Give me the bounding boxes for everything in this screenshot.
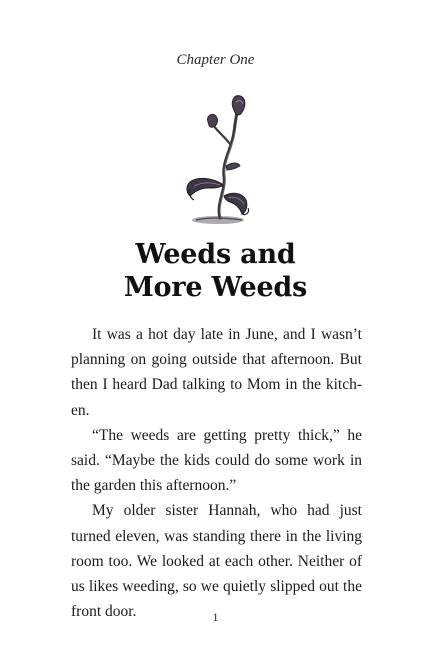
text-line: turned eleven, was standing there in the living	[71, 527, 362, 545]
chapter-title	[0, 238, 431, 304]
text-line: then I heard Dad talking to Mom in the kitch-	[71, 376, 362, 394]
text-line: room too. We looked at each other. Neither of	[71, 552, 362, 570]
text-line: us likes weeding, so we quietly slipped out the	[71, 577, 362, 595]
chapter-body-text	[71, 322, 362, 624]
chapter-title-line-2: More Weeds	[123, 272, 308, 303]
text-line: the garden this afternoon.”	[71, 477, 237, 495]
weed-sprout-icon	[172, 92, 262, 227]
text-line: My older sister Hannah, who had just	[92, 502, 362, 520]
text-line: front door.	[71, 603, 137, 621]
chapter-title-line-1: Weeds and	[135, 239, 296, 270]
text-line: It was a hot day late in June, and I wasn’t	[92, 326, 362, 343]
text-line: en.	[71, 401, 90, 419]
text-line: planning on going outside that afternoon. But	[71, 351, 362, 369]
text-line: said. “Maybe the kids could do some work in	[71, 451, 362, 469]
page-number: 1	[212, 610, 219, 624]
text-line: “The weeds are getting pretty thick,” he	[92, 426, 362, 444]
chapter-label: Chapter One	[176, 52, 255, 68]
